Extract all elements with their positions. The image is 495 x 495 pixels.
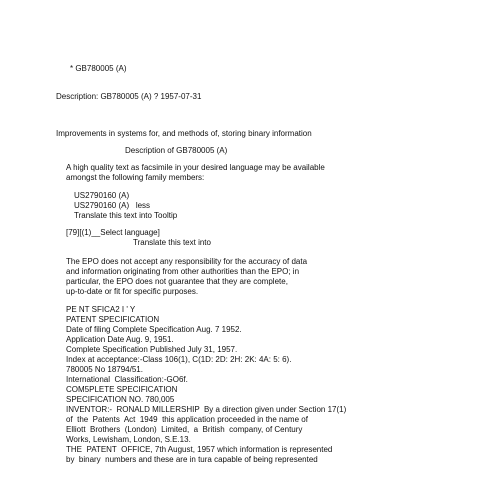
body-line: Works, Lewisham, London, S.E.13.: [66, 435, 191, 444]
body-line: PATENT SPECIFICATION: [66, 315, 160, 324]
family-member-link[interactable]: US2790160 (A): [74, 191, 130, 200]
document-title: Improvements in systems for, and methods of, storing binary information: [56, 129, 312, 138]
translate-line: Translate this text into: [133, 238, 211, 247]
disclaimer-line: The EPO does not accept any responsibility for the accuracy of data: [66, 257, 308, 266]
family-member-link[interactable]: US2790160 (A) less: [74, 201, 151, 210]
body-line: Index at acceptance:-Class 106(1), C(1D: 2D: 2H: 2K: 4A: 5: 6).: [66, 355, 292, 364]
body-line: COM5PLETE SPECIFICATION: [66, 385, 178, 394]
document-id: * GB780005 (A): [70, 64, 127, 73]
translate-tooltip-link[interactable]: Translate this text into Tooltip: [74, 211, 178, 220]
description-line: Description: GB780005 (A) ? 1957-07-31: [56, 92, 202, 101]
disclaimer-line: particular, the EPO does not guarantee that they are complete,: [66, 277, 288, 286]
body-line: Application Date Aug. 9, 1951.: [66, 335, 174, 344]
quality-note-line: A high quality text as facsimile in your desired language may be available: [66, 163, 325, 172]
disclaimer-line: and information originating from other authorities than the EPO; in: [66, 267, 300, 276]
disclaimer-line: up-to-date or fit for specific purposes.: [66, 287, 199, 296]
body-line: Date of filing Complete Specification Aug. 7 1952.: [66, 325, 242, 334]
body-line: of the Patents Act 1949 this application proceeded in the name of: [66, 415, 308, 424]
description-of: Description of GB780005 (A): [125, 146, 228, 155]
body-line: THE PATENT OFFICE, 7th August, 1957 which information is represented: [66, 445, 333, 454]
body-line: 780005 No 18794/51.: [66, 365, 143, 374]
body-line: Elliott Brothers (London) Limited, a British company, of Century: [66, 425, 303, 434]
body-line: SPECIFICATION NO. 780,005: [66, 395, 175, 404]
body-line: Complete Specification Published July 31, 1957.: [66, 345, 238, 354]
body-line: by binary numbers and these are in tura capable of being represented: [66, 455, 318, 464]
body-line: PE NT SFICA2 I ' Y: [66, 305, 136, 314]
body-line: International Classification:-GO6f.: [66, 375, 188, 384]
quality-note-line: amongst the following family members:: [66, 173, 205, 182]
body-line: INVENTOR:- RONALD MILLERSHIP By a direction given under Section 17(1): [66, 405, 347, 414]
language-select[interactable]: [79][(1)__Select language]: [66, 228, 160, 237]
